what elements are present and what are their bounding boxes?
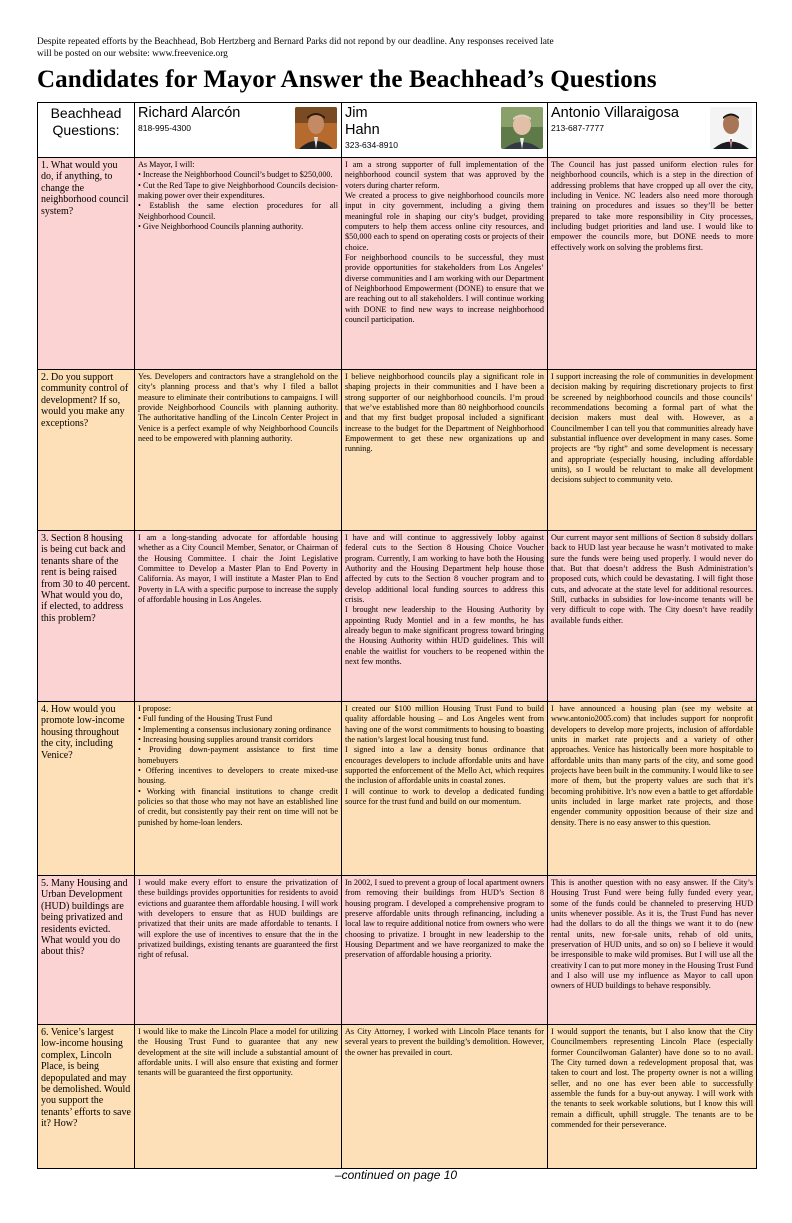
question-row-5 — [38, 876, 757, 1025]
question-cell: 6. Venice’s largest low-income housing complex, Lincoln Place, is being depopulated and may be demolished. Would you support the tenants’ efforts to save it? How? — [38, 1025, 135, 1169]
question-row-4 — [38, 702, 757, 876]
answer-alarcon: I propose: • Full funding of the Housing Trust Fund • Implementing a consensus inclusionary zoning ordinance • Increasing housing supplies around transit corridors • Providing down-payment assistance to first time homebuyers • Offering incentives to developers to create mixed-use housing. • Working with financial institutions to change credit policies so that those who may not have an established line of credit, but consistently pay their rent on time will not be punished by home-loan lenders. — [135, 702, 342, 876]
answer-alarcon: I am a long-standing advocate for affordable housing whether as a City Council Member, Senator, or Chairman of the Housing Committee. I chair the Joint Legislative Committee to Develop a Master Plan to End Poverty in California. As mayor, I will institute a Master Plan to End Poverty in LA with a specific purpose to increase the supply of affordable housing in Los Angeles. — [135, 531, 342, 702]
answer-hahn: I created our $100 million Housing Trust Fund to build quality affordable housing – and Los Angeles went from having one of the worst commitments to housing to boasting the nation’s largest local housing trust fund. I signed into a law a density bonus ordinance that encourages developers to include affordable units and have supported the enforcement of the Mello Act, which requires the inclusion of affordable units in coastal zones. I will continue to work to develop a dedicated funding source for the trust fund and build on our momentum. — [342, 702, 548, 876]
answer-hahn: I believe neighborhood councils play a significant role in shaping projects in their communities and I have been a strong supporter of our neighborhood councils. I’m proud that we’ve established more than 80 neighborhood councils and that my first budget proposal included a significant increase to the budget for the Department of Neighborhood Empowerment to get these new organizations up and running. — [342, 370, 548, 531]
candidate-photo-alarcon — [295, 107, 337, 149]
answer-alarcon: I would make every effort to ensure the privatization of these buildings provides opportunities for residents to avoid evictions and guarantee them affordable housing. I will work with developers to ensure that as HUD buildings are privatized that their units are made affordable to tenants. I will explore the use of incentives to ensure that the in the privatized buildings, existing tenants are guaranteed the first right of refusal. — [135, 876, 342, 1025]
answer-alarcon: Yes. Developers and contractors have a stranglehold on the city’s planning process and that’s why I filed a ballot measure to eliminate their contributions to campaigns. I will provide Neighborhood Councils with planning authority. The authoritative handling of the Lincoln Center Project in Venice is a perfect example of why Neighborhood Councils need to be empowered with planning authority. — [135, 370, 342, 531]
answer-hahn: In 2002, I sued to prevent a group of local apartment owners from removing their buildings from HUD’s Section 8 housing program. I developed a comprehensive program to preserve affordable units through refinancing, including a local law to require additional notice from owners who were choosing to privatize. I brought in new leadership to the Housing Department and we have reorganized to make the preservation of affordable housing a priority. — [342, 876, 548, 1025]
page-title: Candidates for Mayor Answer the Beachhead’s Questions — [37, 66, 657, 93]
question-cell: 1. What would you do, if anything, to change the neighborhood council system? — [38, 158, 135, 370]
question-cell: 5. Many Housing and Urban Development (HUD) buildings are being privatized and residents evicted. What would you do about this? — [38, 876, 135, 1025]
answer-hahn: I am a strong supporter of full implementation of the neighborhood council system that was approved by the voters during charter reform. We created a process to give neighborhood councils more input in city government, including a giving them meaningful role in shaping our city’s budget, providing computers to help them access online city resources, and $50,000 each to spend on operating costs or projects of their choice. For neighborhood councils to be successful, they must provide opportunities for stakeholders from Los Angeles’ diverse communities and I am working with our Department of Neighborhood Empowerment (DONE) to ensure that we are reaching out to all stakeholders. I will continue working with DONE to find new ways to increase neighborhood council participation. — [342, 158, 548, 370]
qa-table — [37, 102, 757, 1169]
header-label: Beachhead Questions: — [38, 103, 135, 158]
candidate-phone: 323-634-8910 — [345, 140, 398, 150]
candidate-name: Antonio Villaraigosa — [551, 105, 679, 121]
answer-hahn: I have and will continue to aggressively lobby against federal cuts to the Section 8 Housing Choice Voucher program. Currently, I am working to have both the Housing Authority and the Housing Department help house those affected by cuts to the Section 8 voucher program and to develop additional local funding sources to address this crisis. I brought new leadership to the Housing Authority by appointing Rudy Montiel and in a few months, he has already begun to make significant progress toward bringing the Housing Authority within HUD guidelines. This will enable the waitlist for vouchers to be reopened within the next few months. — [342, 531, 548, 702]
header-row — [38, 103, 757, 158]
candidate-hahn — [342, 103, 548, 158]
candidate-photo-villaraigosa — [710, 107, 752, 149]
answer-villaraigosa: I support increasing the role of communities in development decision making by requiring discretionary projects to first be screened by neighborhood councils and those councils’ recommendations becoming a formal part of what the decision makers must deal with. However, as a Councilmember I can tell you that communities already have substantial influence over development in many cases. Some projects are “by right” and some development is necessary and appropriate (especially housing, including affordable units), so I would be reluctant to make all development decisions subject to community veto. — [548, 370, 757, 531]
question-cell: 4. How would you promote low-income housing throughout the city, including Venice? — [38, 702, 135, 876]
question-row-2 — [38, 370, 757, 531]
answer-villaraigosa: I would support the tenants, but I also know that the City Councilmembers representing Lincoln Place (especially former Councilwoman Galanter) have done so to no avail. The City turned down a redevelopment proposal that, was taken to court and lost. The property owner is not a willing seller, and no one has ever been able to successfully assemble the funds for a buy-out anyway. I will work with the tenants to seek workable solutions, but I know this will remain a difficult, uphill struggle. The tenants are to be commended for their perseverance. — [548, 1025, 757, 1169]
candidate-phone: 818-995-4300 — [138, 123, 191, 133]
answer-alarcon: As Mayor, I will: • Increase the Neighborhood Council’s budget to $250,000. • Cut the Red Tape to give Neighborhood Councils decision-making power over their expenditures. • Establish the same election procedures for all Neighborhood Council. • Give Neighborhood Councils planning authority. — [135, 158, 342, 370]
answer-villaraigosa: I have announced a housing plan (see my website at www.antonio2005.com) that includes support for nonprofit developers to develop more projects, inclusion of affordable units in market rate projects and a variety of other approaches. Venice has historically been more hospitable to affordable units than many parts of the city, and some good projects have been built in the community. I would like to see more of them, but the property values are such that it’s becoming prohibitive. It’s now even a battle to get affordable units included in large market rate projects, and those engender community opposition because of their size and density. There is no easy answer to this question. — [548, 702, 757, 876]
answer-villaraigosa: The Council has just passed uniform election rules for neighborhood councils, which is a step in the direction of addressing problems that have cropped up all over the city, including in Venice. NC leaders also need more thorough training on procedures and issues so they’ll be better prepared to take more responsibility in City processes, including budget priorities and land use. I would like to empower the councils more, but DONE needs to more effectively work on solving the problems first. — [548, 158, 757, 370]
continued-note: –continued on page 10 — [334, 1168, 458, 1182]
question-row-6 — [38, 1025, 757, 1169]
answer-villaraigosa: Our current mayor sent millions of Section 8 subsidy dollars back to HUD last year because he wasn’t motivated to make sure the funds were being used properly. I would never do that. But that doesn’t address the Bush Administration’s proposed cuts, which could be devastating. I will fight those cuts, and advocate at the state level for additional resources. Still, cutbacks in subsidies for low-income tenants will be very difficult to cope with. The City doesn’t have readily available funds either. — [548, 531, 757, 702]
answer-hahn: As City Attorney, I worked with Lincoln Place tenants for several years to prevent the building’s demolition. However, the owner has prevailed in court. — [342, 1025, 548, 1169]
question-cell: 2. Do you support community control of development? If so, would you make any exceptions? — [38, 370, 135, 531]
candidate-name: Jim Hahn — [345, 105, 380, 138]
candidate-photo-hahn — [501, 107, 543, 149]
answer-alarcon: I would like to make the Lincoln Place a model for utilizing the Housing Trust Fund to guarantee that any new development at the site will include a substantial amount of affordable units. I will also ensure that existing and former tenants will be guaranteed the first opportunity. — [135, 1025, 342, 1169]
question-cell: 3. Section 8 housing is being cut back and tenants share of the rent is being raised from 30 to 40 percent. What would you do, if elected, to address this problem? — [38, 531, 135, 702]
question-row-3 — [38, 531, 757, 702]
answer-villaraigosa: This is another question with no easy answer. If the City’s Housing Trust Fund were being fully funded every year, some of the funds could be channeled to preserving HUD units whenever possible. As it is, the Trust Fund has never had the dollars to do all the things we want it to do (new rental units, new for-sale units, rehab of old units, preservation of HUD units, and so on) so I believe it would be irresponsible to make wild promises. But I will use all the creativity I can to put more money in the Housing Trust Fund and I also will use my influence as Mayor to call upon owners of HUD buildings to behave responsibly. — [548, 876, 757, 1025]
candidate-villaraigosa — [548, 103, 757, 158]
candidate-alarcon — [135, 103, 342, 158]
question-row-1 — [38, 158, 757, 370]
candidate-name: Richard Alarcón — [138, 105, 241, 121]
intro-note: Despite repeated efforts by the Beachhead, Bob Hertzberg and Bernard Parks did not repond by our deadline. Any responses received late will be posted on our website: www.freevenice.org — [37, 37, 554, 59]
candidate-phone: 213-687-7777 — [551, 123, 604, 133]
